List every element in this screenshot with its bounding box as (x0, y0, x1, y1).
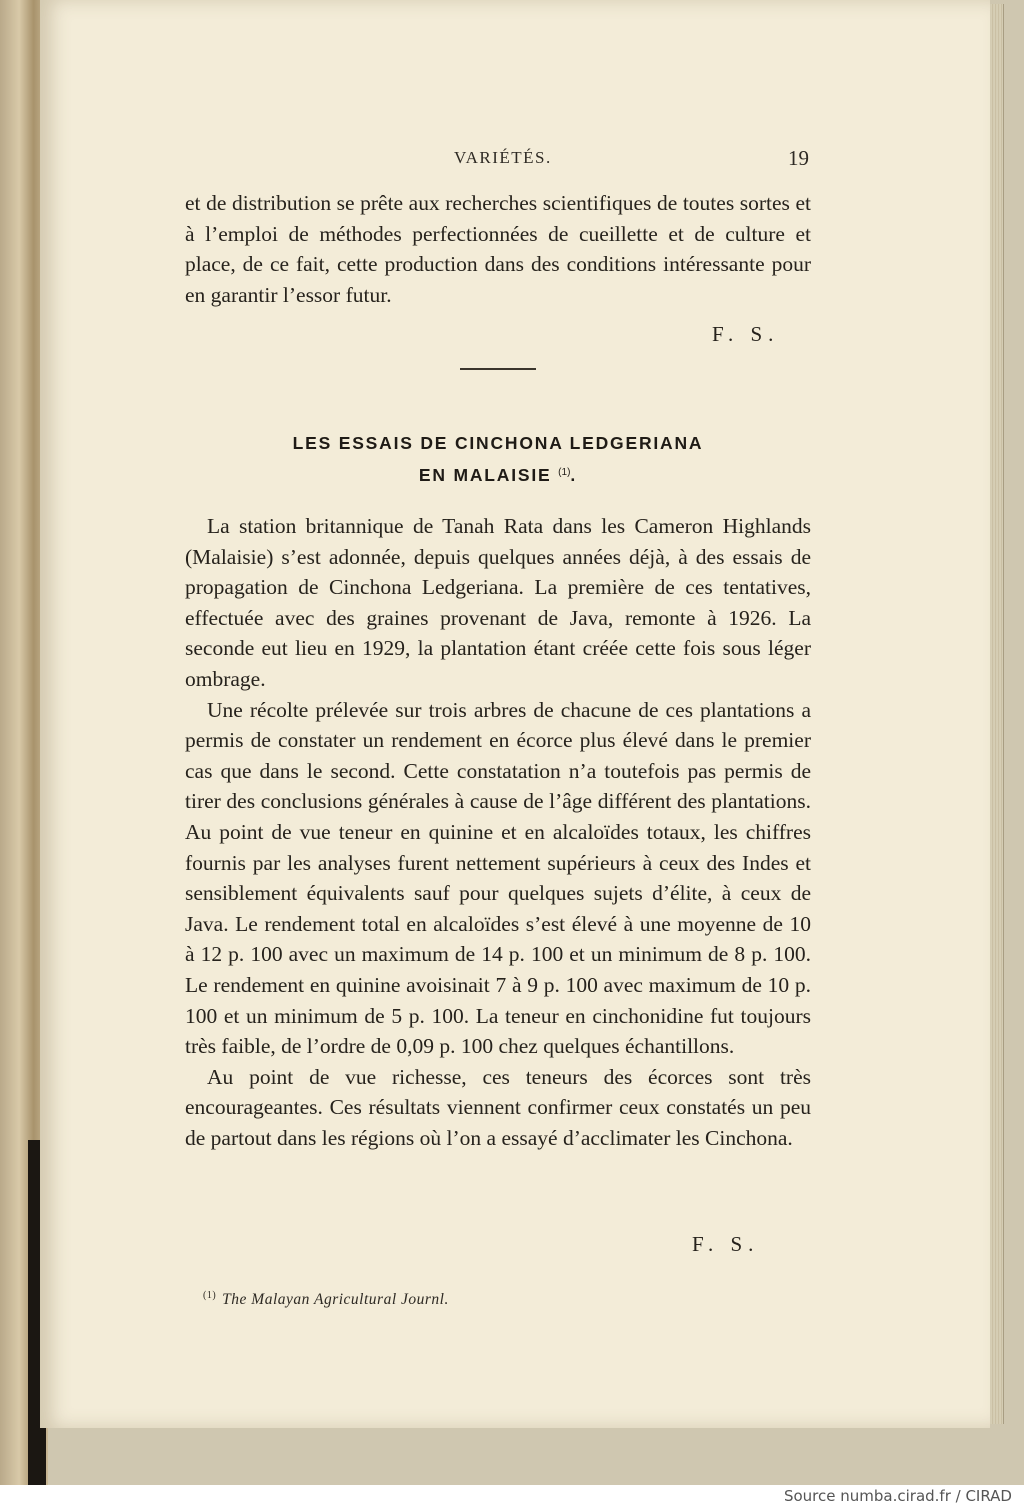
heading-line-2: EN MALAISIE $^{(1)}$. (418, 465, 578, 485)
section-divider-rule (460, 368, 536, 370)
article-1-paragraph: et de distribution se prête aux recherches scientifiques de toutes sortes et à l’emploi de méthodes perfectionnées de cueillette et de culture et place, de ce fait, cette production dans des conditions intéressante pour en garantir l’essor futur. (185, 191, 811, 307)
article-2-body (185, 511, 811, 1153)
running-head-title: VARIÉTÉS. (454, 148, 552, 167)
heading-line-1: LES ESSAIS DE CINCHONA LEDGERIANA (292, 433, 704, 453)
article-2-paragraph-1: La station britannique de Tanah Rata dans les Cameron Highlands (Malaisie) s’est adonnée, depuis quelques années déjà, à des essais de propagation de Cinchona Ledgeriana. La première de ces tentatives, effectuée avec des graines provenant de Java, remonte à 1926. La seconde eut lieu en 1929, la plantation étant créée cette fois sous léger ombrage. (185, 514, 811, 691)
book-page (40, 0, 990, 1428)
source-credit: Source numba.cirad.fr / CIRAD (783, 1487, 1012, 1505)
article-2-paragraph-2: Une récolte prélevée sur trois arbres de chacune de ces plantations a permis de constater un rendement en écorce plus élevé dans le premier cas que dans le second. Cette constatation n’a toutefois pas permis de tirer des conclusions générales à cause de l’âge différent des plantations. Au point de vue teneur en quinine et en alcaloïdes totaux, les chiffres fournis par les analyses furent nettement supérieurs à ceux des Indes et sensiblement équivalents sauf pour quelques sujets d’élite, à ceux de Java. Le rendement total en alcaloïdes s’est élevé à une moyenne de 10 à 12 p. 100 avec un maximum de 14 p. 100 et un minimum de 8 p. 100. Le rendement en quinine avoisinait 7 à 9 p. 100 avec maximum de 10 p. 100 et un minimum de 5 p. 100. La teneur en cinchonidine fut toujours très faible, de l’ordre de 0,09 p. 100 chez quelques échantillons. (185, 697, 811, 1059)
running-head (40, 148, 990, 176)
footnote-text: The Malayan Agricultural Journl. (222, 1291, 449, 1308)
article-2-heading (185, 428, 811, 490)
source-credit-bar (0, 1485, 1024, 1509)
article-2-paragraph-3: Au point de vue richesse, ces teneurs des écorces sont très encourageantes. Ces résultats viennent confirmer ceux constatés un peu de partout dans les régions où l’on a essayé d’acclimater les Cinchona. (185, 1064, 811, 1150)
footnote-mark: (1) (203, 1290, 217, 1301)
heading-footnote-mark: (1) (558, 467, 571, 478)
article-1-continuation (185, 188, 811, 310)
page-number: 19 (788, 146, 809, 170)
heading-line-2-text: EN MALAISIE (418, 465, 552, 485)
footnote (203, 1290, 449, 1309)
article-1-signature: F. S. (712, 322, 780, 346)
article-2-signature: F. S. (692, 1232, 760, 1256)
